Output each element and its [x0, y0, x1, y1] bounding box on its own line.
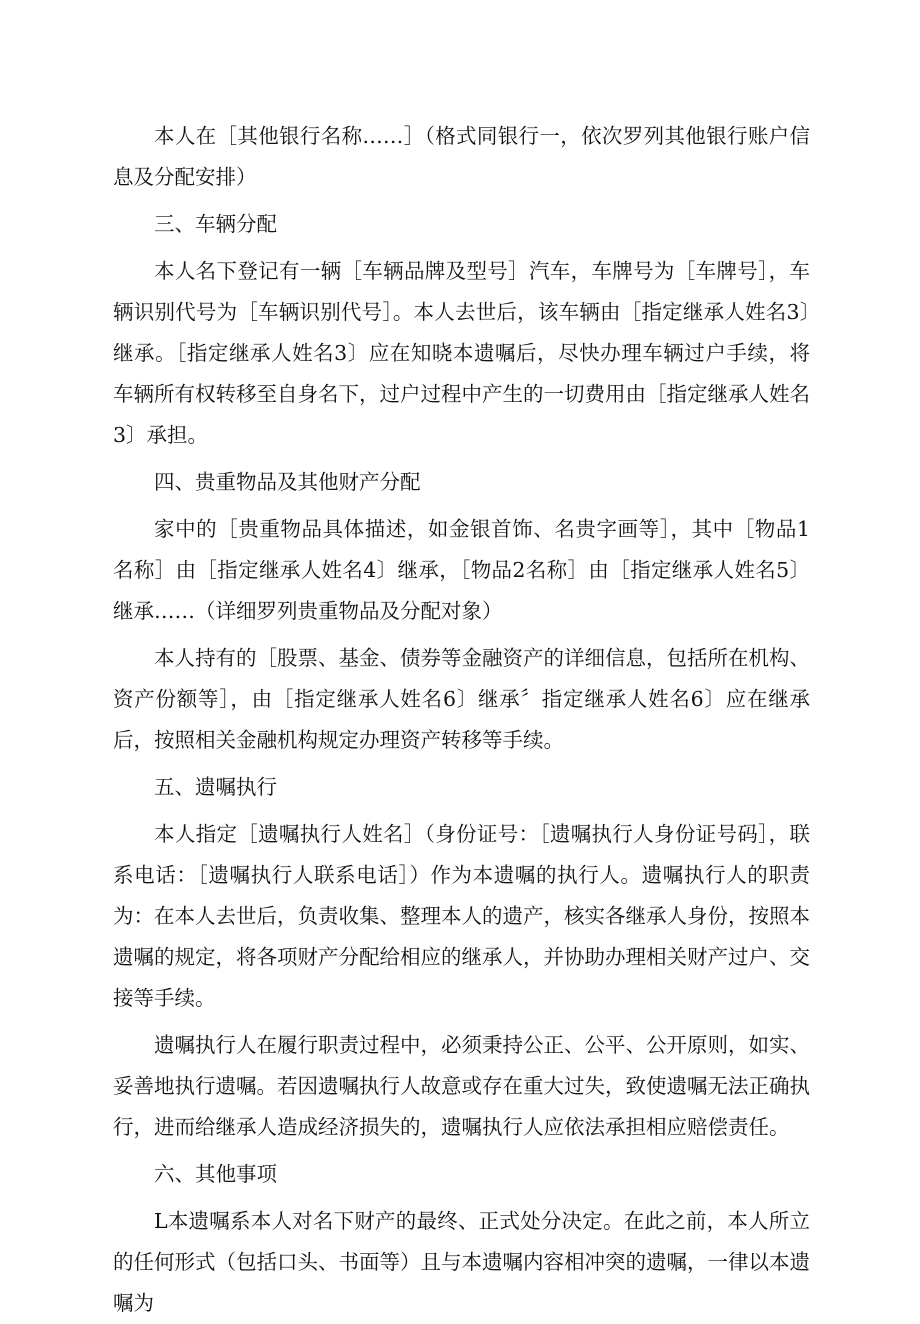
- section-heading-vehicle: 三、车辆分配: [154, 212, 277, 236]
- paragraph-other-matters: L本遗嘱系本人对名下财产的最终、正式处分决定。在此之前，本人所立的任何形式（包括口头、书面等）且与本遗嘱内容相冲突的遗嘱，一律以本遗嘱为: [113, 1209, 810, 1315]
- section-heading-valuables: 四、贵重物品及其他财产分配: [154, 470, 421, 494]
- paragraph-executor-duties: 本人指定［遗嘱执行人姓名］（身份证号：［遗嘱执行人身份证号码］，联系电话：［遗嘱执行人联系电话］）作为本遗嘱的执行人。遗嘱执行人的职责为：在本人去世后，负责收集、整理本人的遗产，核实各继承人身份，按照本遗嘱的规定，将各项财产分配给相应的继承人，并协助办理相关财产过户、交接等手续。: [113, 822, 810, 1010]
- document-body: [113, 116, 810, 1324]
- paragraph-valuables: 家中的［贵重物品具体描述，如金银首饰、名贵字画等］，其中［物品1名称］由［指定继承人姓名4〕继承，［物品2名称］由［指定继承人姓名5〕继承……（详细罗列贵重物品及分配对象）: [113, 517, 810, 623]
- paragraph-other-banks: 本人在［其他银行名称……］（格式同银行一，依次罗列其他银行账户信息及分配安排）: [113, 124, 810, 189]
- paragraph-vehicle: 本人名下登记有一辆［车辆品牌及型号］汽车，车牌号为［车牌号］，车辆识别代号为［车辆识别代号］。本人去世后，该车辆由［指定继承人姓名3〕继承。［指定继承人姓名3〕应在知晓本遗嘱后，尽快办理车辆过户手续，将车辆所有权转移至自身名下，过户过程中产生的一切费用由［指定继承人姓名3〕承担。: [113, 259, 810, 447]
- section-heading-execution: 五、遗嘱执行: [154, 775, 277, 799]
- section-heading-other: 六、其他事项: [154, 1162, 277, 1186]
- paragraph-financial-assets: 本人持有的［股票、基金、债券等金融资产的详细信息，包括所在机构、资产份额等］，由［指定继承人姓名6〕继承〞指定继承人姓名6〕应在继承后，按照相关金融机构规定办理资产转移等手续。: [113, 646, 810, 752]
- paragraph-executor-liability: 遗嘱执行人在履行职责过程中，必须秉持公正、公平、公开原则，如实、妥善地执行遗嘱。若因遗嘱执行人故意或存在重大过失，致使遗嘱无法正确执行，进而给继承人造成经济损失的，遗嘱执行人应依法承担相应赔偿责任。: [113, 1033, 810, 1139]
